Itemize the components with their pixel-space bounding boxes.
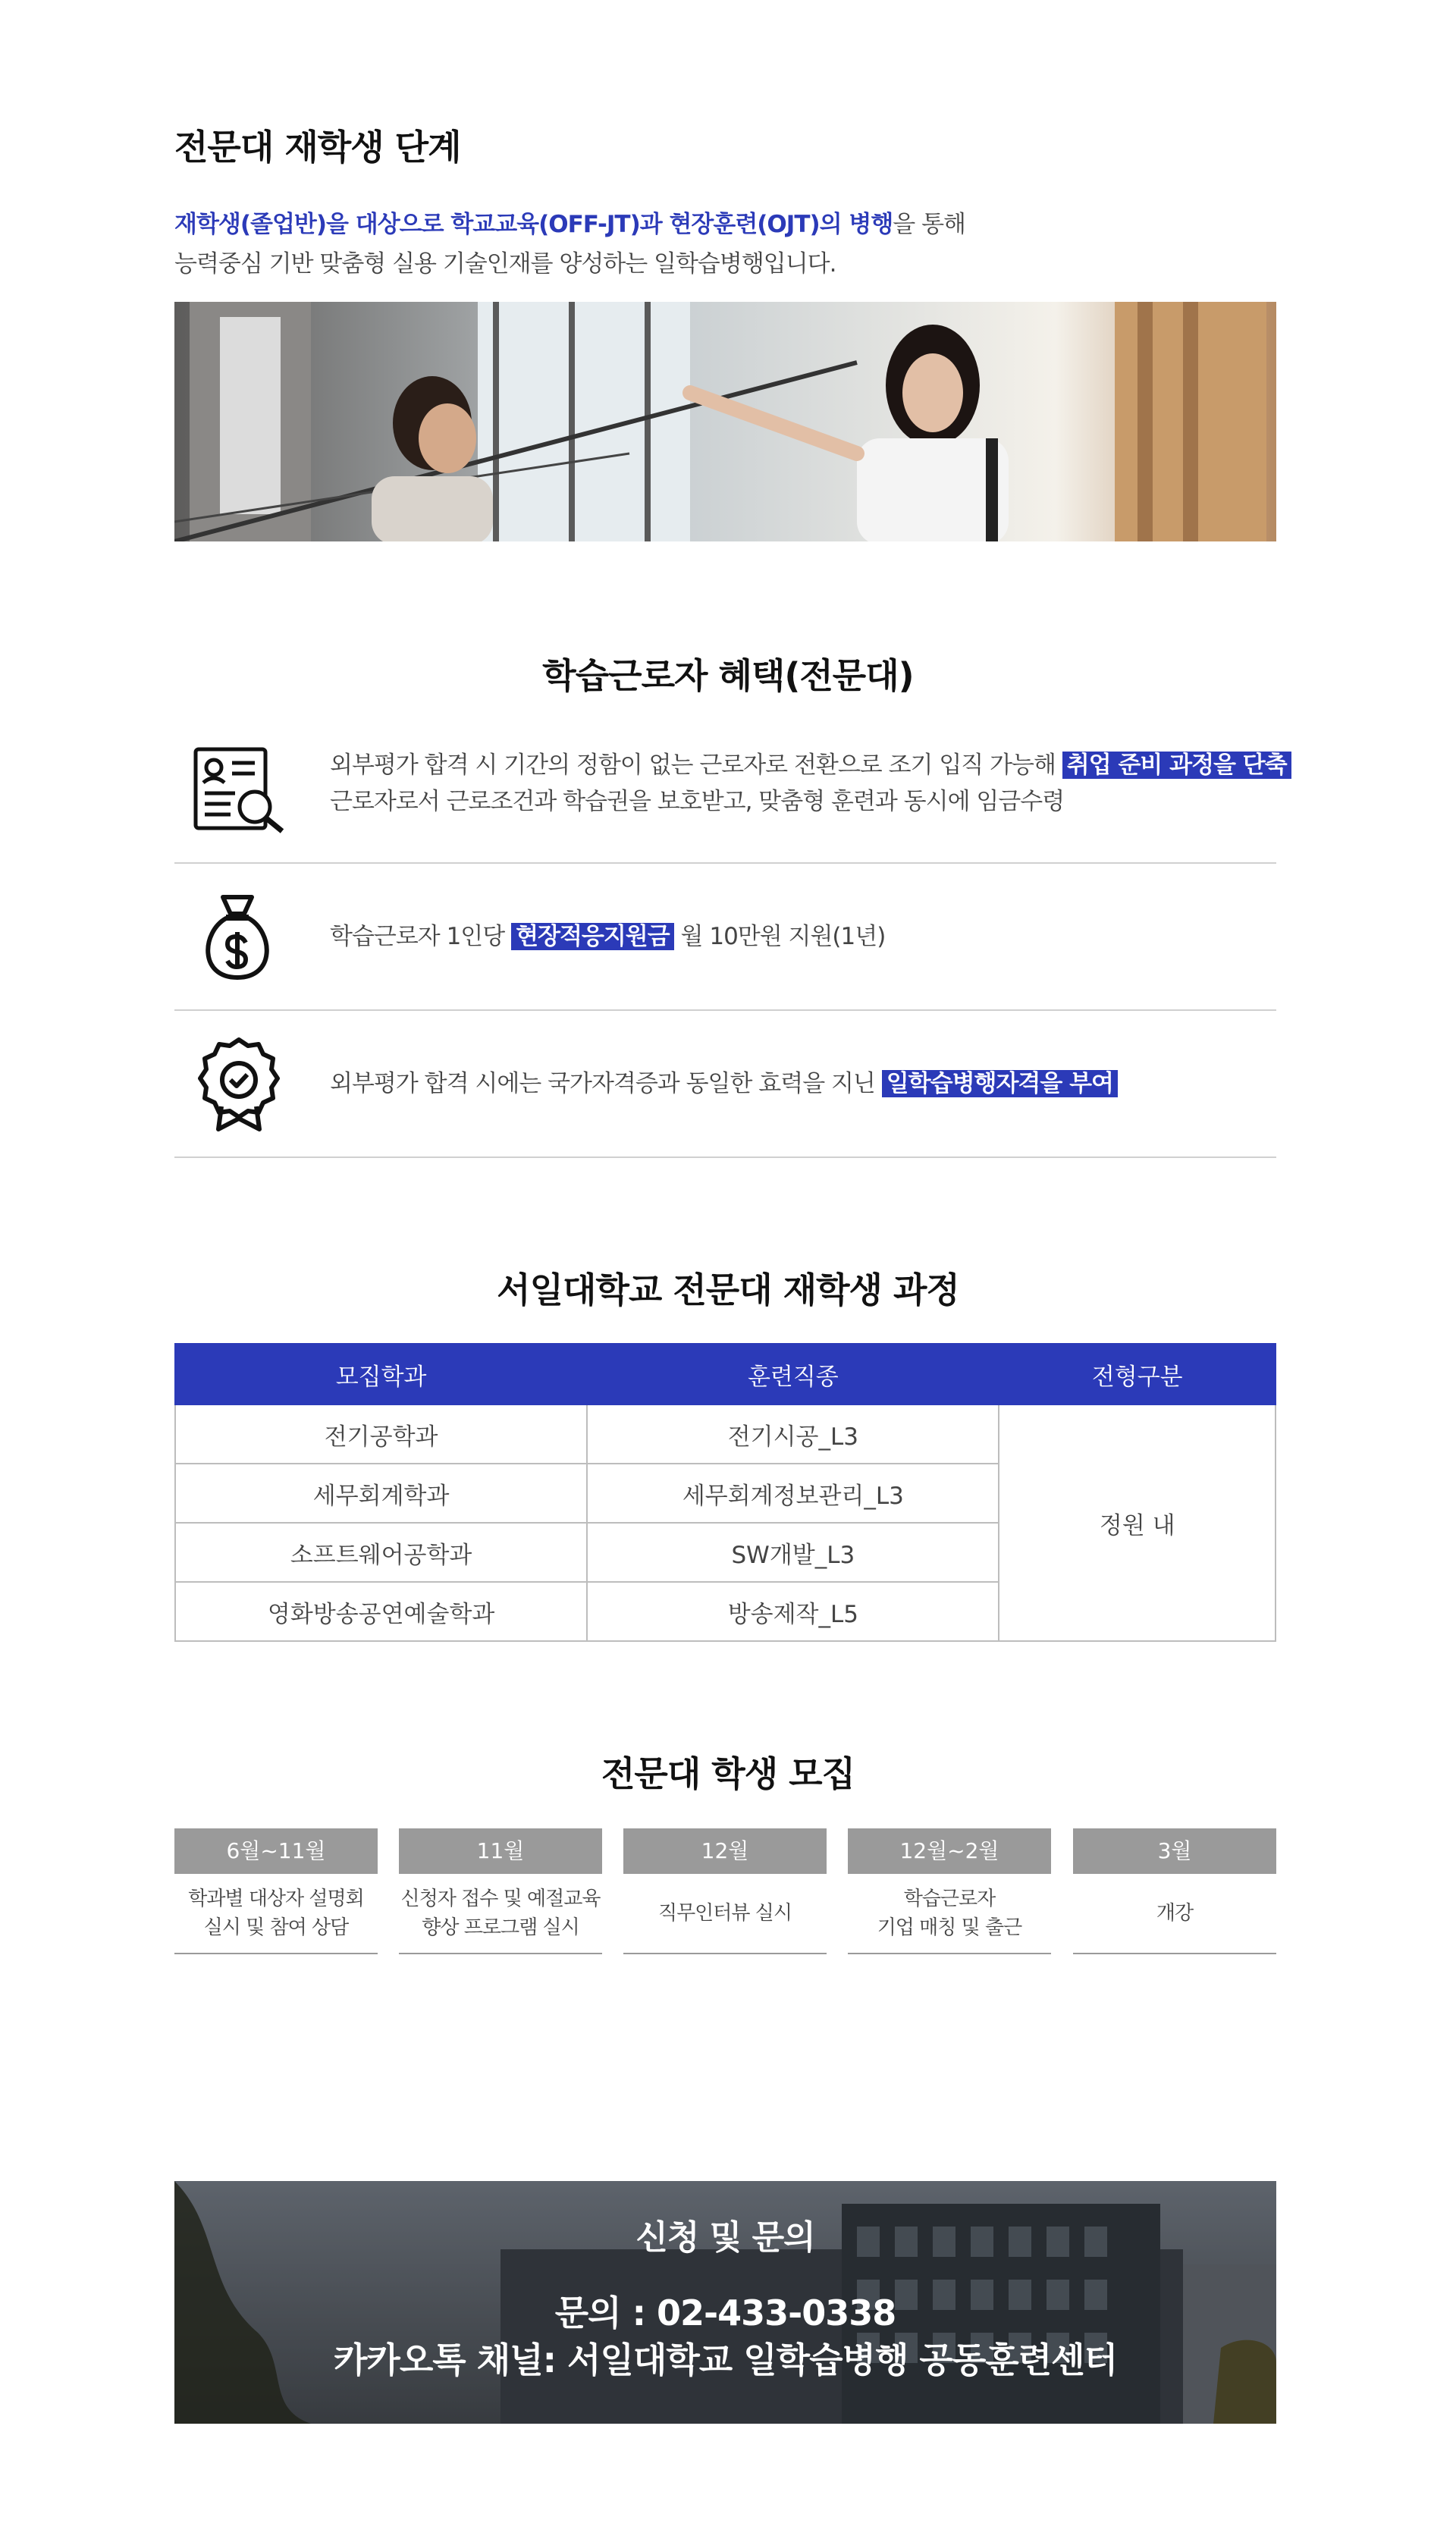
step-desc: 신청자 접수 및 예절교육 향상 프로그램 실시 [399, 1874, 602, 1954]
recruit-step-3 [623, 1828, 827, 1954]
step-period: 6월~11월 [174, 1828, 378, 1874]
benefit-2-highlight: 현장적응지원금 [511, 923, 674, 950]
step-desc: 개강 [1073, 1874, 1276, 1954]
contact-phone: 문의 : 02-433-0338 [554, 2293, 896, 2333]
benefit-1-line2: 근로자로서 근로조건과 학습권을 보호받고, 맞춤형 훈련과 동시에 임금수령 [330, 788, 1065, 815]
badge-check-icon [197, 1034, 281, 1135]
benefit-3-highlight: 일학습병행자격을 부여 [882, 1070, 1118, 1097]
dept-cell: 소프트웨어공학과 [175, 1523, 587, 1582]
step-period: 12월~2월 [848, 1828, 1051, 1874]
money-bag-icon [196, 890, 279, 987]
header-dept: 모집학과 [175, 1344, 587, 1404]
stage-intro-text-2: 능력중심 기반 맞춤형 실용 기술인재를 양성하는 일학습병행입니다. [174, 250, 836, 278]
benefit-row-3 [174, 1011, 1276, 1158]
job-cell: 방송제작_L5 [587, 1582, 999, 1641]
recruit-step-1 [174, 1828, 378, 1954]
job-cell: SW개발_L3 [587, 1523, 999, 1582]
recruit-step-4 [848, 1828, 1051, 1954]
dept-cell: 세무회계학과 [175, 1464, 587, 1523]
stage-intro-text-1: 을 통해 [893, 211, 965, 238]
benefit-1-line1: 외부평가 합격 시 기간의 정함이 없는 근로자로 전환으로 조기 입직 가능해 [330, 752, 1062, 779]
benefit-2-text-after: 월 10만원 지원(1년) [673, 923, 886, 950]
dept-cell: 전기공학과 [175, 1404, 587, 1464]
benefit-row-2 [174, 864, 1276, 1011]
benefit-3-text [330, 1065, 1118, 1102]
benefit-1-highlight: 취업 준비 과정을 단축 [1062, 752, 1291, 779]
document-search-icon [190, 743, 288, 837]
benefit-1-text [330, 747, 1291, 820]
courses-title: 서일대학교 전문대 재학생 과정 [497, 1269, 959, 1310]
contact-banner [174, 2181, 1276, 2424]
step-desc: 학과별 대상자 설명회 실시 및 참여 상담 [174, 1874, 378, 1954]
stairs-people-photo [174, 302, 1276, 541]
dept-cell: 영화방송공연예술학과 [175, 1582, 587, 1641]
job-cell: 전기시공_L3 [587, 1404, 999, 1464]
contact-title: 신청 및 문의 [635, 2218, 815, 2257]
stage-title: 전문대 재학생 단계 [174, 127, 461, 168]
step-period: 12월 [623, 1828, 827, 1874]
step-period: 3월 [1073, 1828, 1276, 1874]
courses-header-row [175, 1344, 1276, 1404]
header-selection: 전형구분 [999, 1344, 1276, 1404]
benefit-row-1 [174, 717, 1287, 864]
job-cell: 세무회계정보관리_L3 [587, 1464, 999, 1523]
table-row [175, 1404, 1276, 1464]
step-period: 11월 [399, 1828, 602, 1874]
recruit-step-5 [1073, 1828, 1276, 1954]
step-desc: 직무인터뷰 실시 [623, 1874, 827, 1954]
stage-intro [174, 205, 1282, 284]
selection-type-cell: 정원 내 [999, 1404, 1276, 1641]
stage-intro-highlight: 재학생(졸업반)을 대상으로 학교교육(OFF-JT)과 현장훈련(OJT)의 병행 [174, 211, 893, 238]
stage-photo [174, 302, 1276, 541]
benefit-3-text-before: 외부평가 합격 시에는 국가자격증과 동일한 효력을 지닌 [330, 1070, 882, 1097]
recruit-title: 전문대 학생 모집 [601, 1753, 855, 1794]
courses-table [174, 1343, 1276, 1642]
benefit-2-text-before: 학습근로자 1인당 [330, 923, 512, 950]
contact-kakao: 카카오톡 채널: 서일대학교 일학습병행 공동훈련센터 [333, 2340, 1118, 2380]
benefit-2-text [330, 918, 885, 955]
step-desc: 학습근로자 기업 매칭 및 출근 [848, 1874, 1051, 1954]
benefits-title: 학습근로자 혜택(전문대) [542, 655, 914, 696]
header-job: 훈련직종 [587, 1344, 999, 1404]
recruit-step-2 [399, 1828, 602, 1954]
